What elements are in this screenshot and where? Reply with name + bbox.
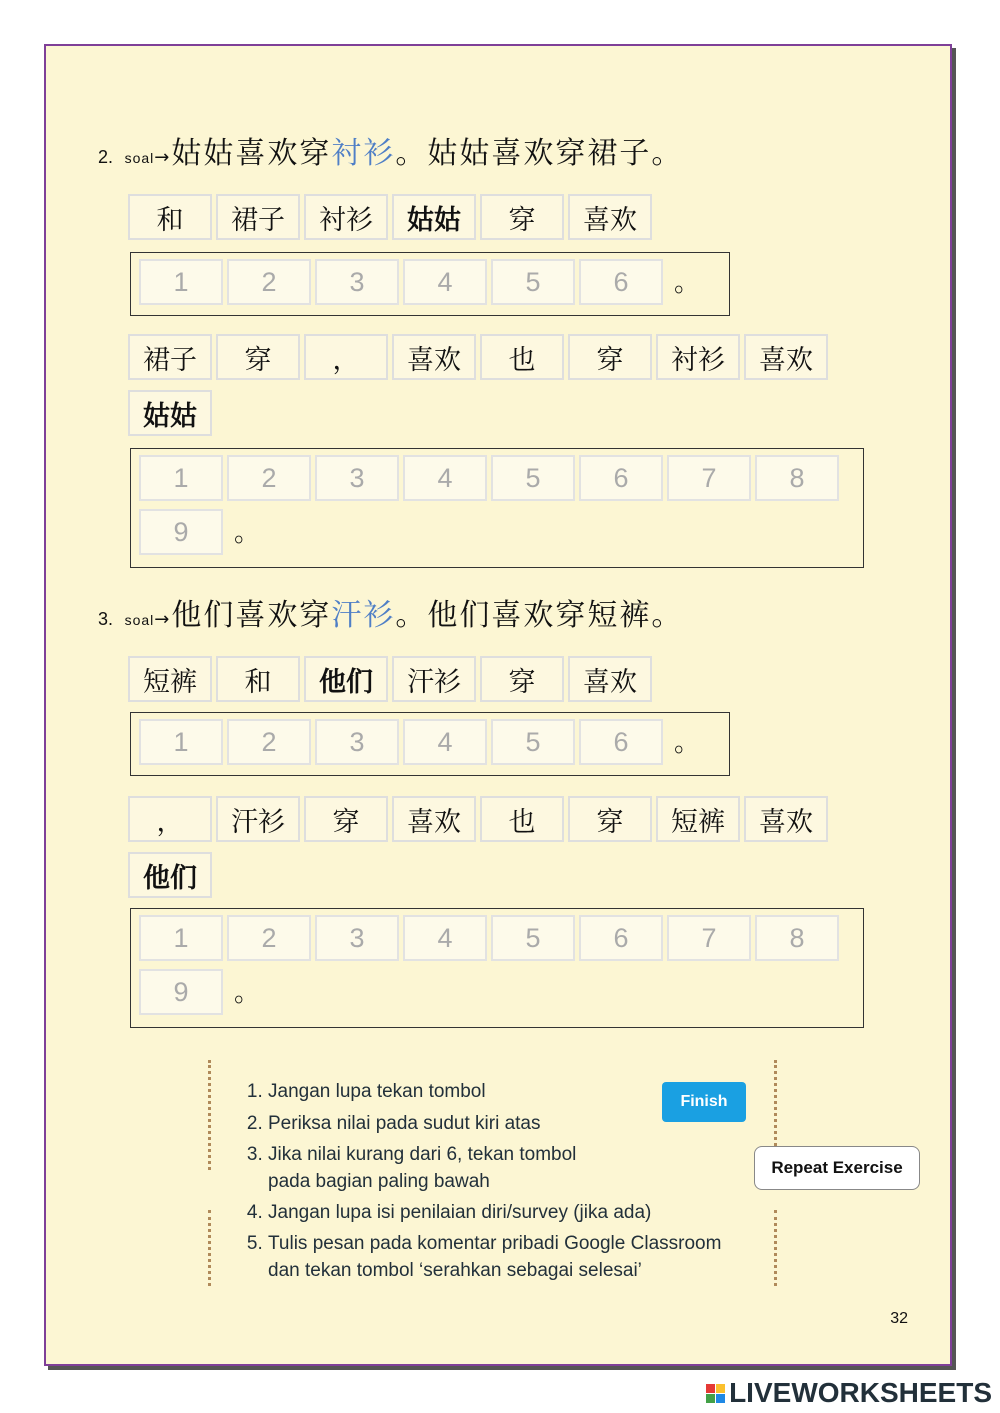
- sentence-text: 。他们喜欢穿短裤。: [395, 598, 684, 633]
- answer-slot[interactable]: 2: [227, 455, 311, 501]
- answer-slot[interactable]: 3: [315, 915, 399, 961]
- liveworksheets-logo: [706, 1377, 992, 1409]
- answer-slot[interactable]: 3: [315, 455, 399, 501]
- word-tile[interactable]: 也: [480, 334, 564, 380]
- sentence-period: 。: [233, 978, 260, 1008]
- instruction-item: 4. Jangan lupa isi penilaian diri/survey (jika ada): [268, 1199, 788, 1226]
- sentence-text: 姑姑喜欢穿: [171, 136, 332, 171]
- answer-slot[interactable]: 2: [227, 719, 311, 765]
- answer-slot[interactable]: 2: [227, 259, 311, 305]
- question-number: 3.: [98, 609, 114, 629]
- arrow-icon: →: [154, 147, 170, 168]
- answer-slot[interactable]: 4: [403, 915, 487, 961]
- q3-part1-word-bank: [128, 656, 668, 702]
- answer-slot[interactable]: 3: [315, 719, 399, 765]
- word-tile[interactable]: 穿: [216, 334, 300, 380]
- q2-part1-word-bank: [128, 194, 668, 240]
- word-tile[interactable]: 穿: [480, 656, 564, 702]
- answer-slot[interactable]: 5: [491, 719, 575, 765]
- answer-slot[interactable]: 4: [403, 259, 487, 305]
- page-number: 32: [890, 1310, 908, 1327]
- sentence-highlight: 衬衫: [331, 136, 396, 171]
- logo-icon: [706, 1384, 725, 1403]
- answer-slot[interactable]: 8: [755, 915, 839, 961]
- finish-button[interactable]: Finish: [662, 1082, 746, 1122]
- answer-slot[interactable]: 4: [403, 719, 487, 765]
- answer-slot[interactable]: 7: [667, 455, 751, 501]
- word-tile[interactable]: 他们: [128, 852, 212, 898]
- q3-part1-answer-box: [130, 712, 730, 776]
- sentence-text: 。姑姑喜欢穿裙子。: [395, 136, 684, 171]
- answer-slot[interactable]: 5: [491, 259, 575, 305]
- instructions-panel: [208, 1060, 903, 1286]
- answer-slot[interactable]: 7: [667, 915, 751, 961]
- sentence-text: 他们喜欢穿: [171, 598, 332, 633]
- word-tile[interactable]: 喜欢: [392, 334, 476, 380]
- word-tile[interactable]: 和: [128, 194, 212, 240]
- word-tile[interactable]: 姑姑: [392, 194, 476, 240]
- answer-slot[interactable]: 9: [139, 969, 223, 1015]
- soal-label: soal: [124, 150, 155, 166]
- answer-slot[interactable]: 5: [491, 915, 575, 961]
- worksheet-page: [44, 44, 952, 1366]
- repeat-exercise-button[interactable]: Repeat Exercise: [754, 1146, 920, 1190]
- word-tile[interactable]: 衬衫: [304, 194, 388, 240]
- q2-part1-answer-box: [130, 252, 730, 316]
- answer-slot[interactable]: 4: [403, 455, 487, 501]
- word-tile[interactable]: 也: [480, 796, 564, 842]
- q2-part2-word-bank: [128, 334, 848, 436]
- word-tile[interactable]: 汗衫: [216, 796, 300, 842]
- word-tile[interactable]: 喜欢: [392, 796, 476, 842]
- word-tile[interactable]: 衬衫: [656, 334, 740, 380]
- q3-part2-word-bank: [128, 796, 848, 898]
- word-tile[interactable]: 裙子: [128, 334, 212, 380]
- question-2-line: [98, 128, 683, 172]
- word-tile[interactable]: ，: [128, 796, 212, 842]
- word-tile[interactable]: 喜欢: [568, 194, 652, 240]
- answer-slot[interactable]: 3: [315, 259, 399, 305]
- sentence-period: 。: [673, 728, 700, 758]
- answer-slot[interactable]: 6: [579, 455, 663, 501]
- word-tile[interactable]: 穿: [568, 334, 652, 380]
- instruction-item: 1. Jangan lupa tekan tombol: [268, 1078, 788, 1106]
- word-tile[interactable]: 穿: [480, 194, 564, 240]
- question-number: 2.: [98, 147, 114, 167]
- word-tile[interactable]: 裙子: [216, 194, 300, 240]
- word-tile[interactable]: 他们: [304, 656, 388, 702]
- soal-label: soal: [124, 612, 155, 628]
- word-tile[interactable]: 短裤: [128, 656, 212, 702]
- answer-slot[interactable]: 6: [579, 915, 663, 961]
- answer-slot[interactable]: 6: [579, 259, 663, 305]
- q3-part2-answer-box: [130, 908, 864, 1028]
- answer-slot[interactable]: 1: [139, 455, 223, 501]
- answer-slot[interactable]: 9: [139, 509, 223, 555]
- answer-slot[interactable]: 2: [227, 915, 311, 961]
- question-3-line: [98, 590, 683, 634]
- answer-slot[interactable]: 5: [491, 455, 575, 501]
- q2-part2-answer-box: [130, 448, 864, 568]
- sentence-period: 。: [673, 268, 700, 298]
- instruction-item: 5. Tulis pesan pada komentar pribadi Google Classroom dan tekan tombol ‘serahkan sebagai selesai’: [268, 1230, 748, 1284]
- instruction-item: 2. Periksa nilai pada sudut kiri atas: [268, 1110, 788, 1137]
- word-tile[interactable]: 和: [216, 656, 300, 702]
- sentence-highlight: 汗衫: [331, 598, 396, 633]
- word-tile[interactable]: 姑姑: [128, 390, 212, 436]
- sentence-period: 。: [233, 518, 260, 548]
- answer-slot[interactable]: 1: [139, 915, 223, 961]
- instruction-item: 3. Jika nilai kurang dari 6, tekan tombol pada bagian paling bawah: [268, 1141, 598, 1195]
- word-tile[interactable]: 喜欢: [744, 796, 828, 842]
- word-tile[interactable]: 汗衫: [392, 656, 476, 702]
- answer-slot[interactable]: 8: [755, 455, 839, 501]
- brand-name: LIVEWORKSHEETS: [729, 1377, 992, 1408]
- answer-slot[interactable]: 6: [579, 719, 663, 765]
- word-tile[interactable]: 喜欢: [744, 334, 828, 380]
- answer-slot[interactable]: 1: [139, 719, 223, 765]
- word-tile[interactable]: 穿: [568, 796, 652, 842]
- word-tile[interactable]: ，: [304, 334, 388, 380]
- word-tile[interactable]: 喜欢: [568, 656, 652, 702]
- word-tile[interactable]: 短裤: [656, 796, 740, 842]
- answer-slot[interactable]: 1: [139, 259, 223, 305]
- word-tile[interactable]: 穿: [304, 796, 388, 842]
- arrow-icon: →: [154, 609, 170, 630]
